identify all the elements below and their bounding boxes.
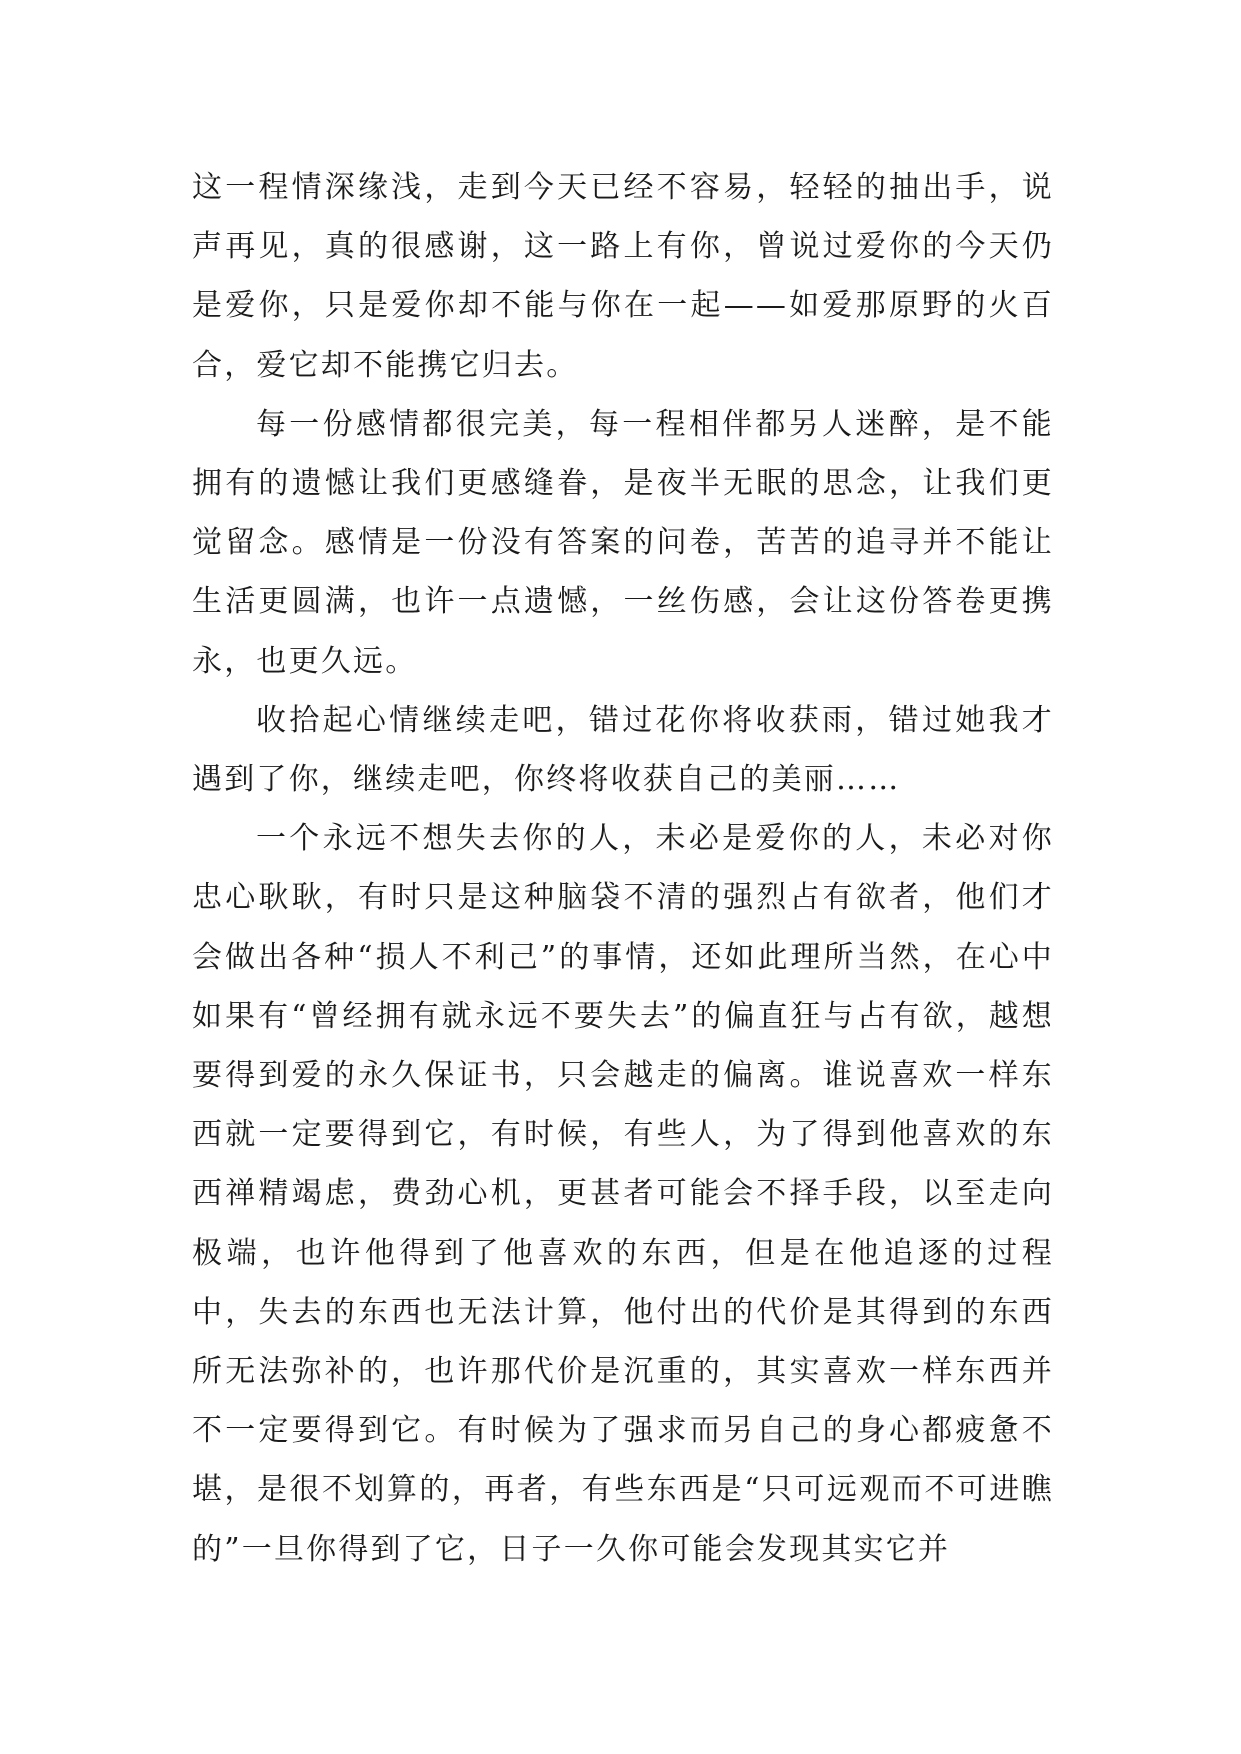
- paragraph-3: 收拾起心情继续走吧，错过花你将收获雨，错过她我才遇到了你，继续走吧，你终将收获自己的美丽……: [192, 702, 1054, 798]
- document-body: [192, 158, 1054, 1579]
- paragraph-1: 这一程情深缘浅，走到今天已经不容易，轻轻的抽出手，说声再见，真的很感谢，这一路上有你，曾说过爱你的今天仍是爱你，只是爱你却不能与你在一起——如爱那原野的火百合，爱它却不能携它归去。: [192, 170, 1054, 383]
- paragraph-2: 每一份感情都很完美，每一程相伴都另人迷醉，是不能拥有的遗憾让我们更感缝眷，是夜半无眠的思念，让我们更觉留念。感情是一份没有答案的问卷，苦苦的追寻并不能让生活更圆满，也许一点遗憾，一丝伤感，会让这份答卷更携永，也更久远。: [192, 406, 1054, 679]
- paragraph-4: 一个永远不想失去你的人，未必是爱你的人，未必对你忠心耿耿，有时只是这种脑袋不清的强烈占有欲者，他们才会做出各种“损人不利己”的事情，还如此理所当然，在心中如果有“曾经拥有就永远不要失去”的偏直狂与占有欲，越想要得到爱的永久保证书，只会越走的偏离。谁说喜欢一样东西就一定要得到它，有时候，有些人，为了得到他喜欢的东西禅精竭虑，费劲心机，更甚者可能会不择手段，以至走向极端，也许他得到了他喜欢的东西，但是在他追逐的过程中，失去的东西也无法计算，他付出的代价是其得到的东西所无法弥补的，也许那代价是沉重的，其实喜欢一样东西并不一定要得到它。有时候为了强求而另自己的身心都疲惫不堪，是很不划算的，再者，有些东西是“只可远观而不可进瞧的”一旦你得到了它，日子一久你可能会发现其实它并: [192, 821, 1054, 1567]
